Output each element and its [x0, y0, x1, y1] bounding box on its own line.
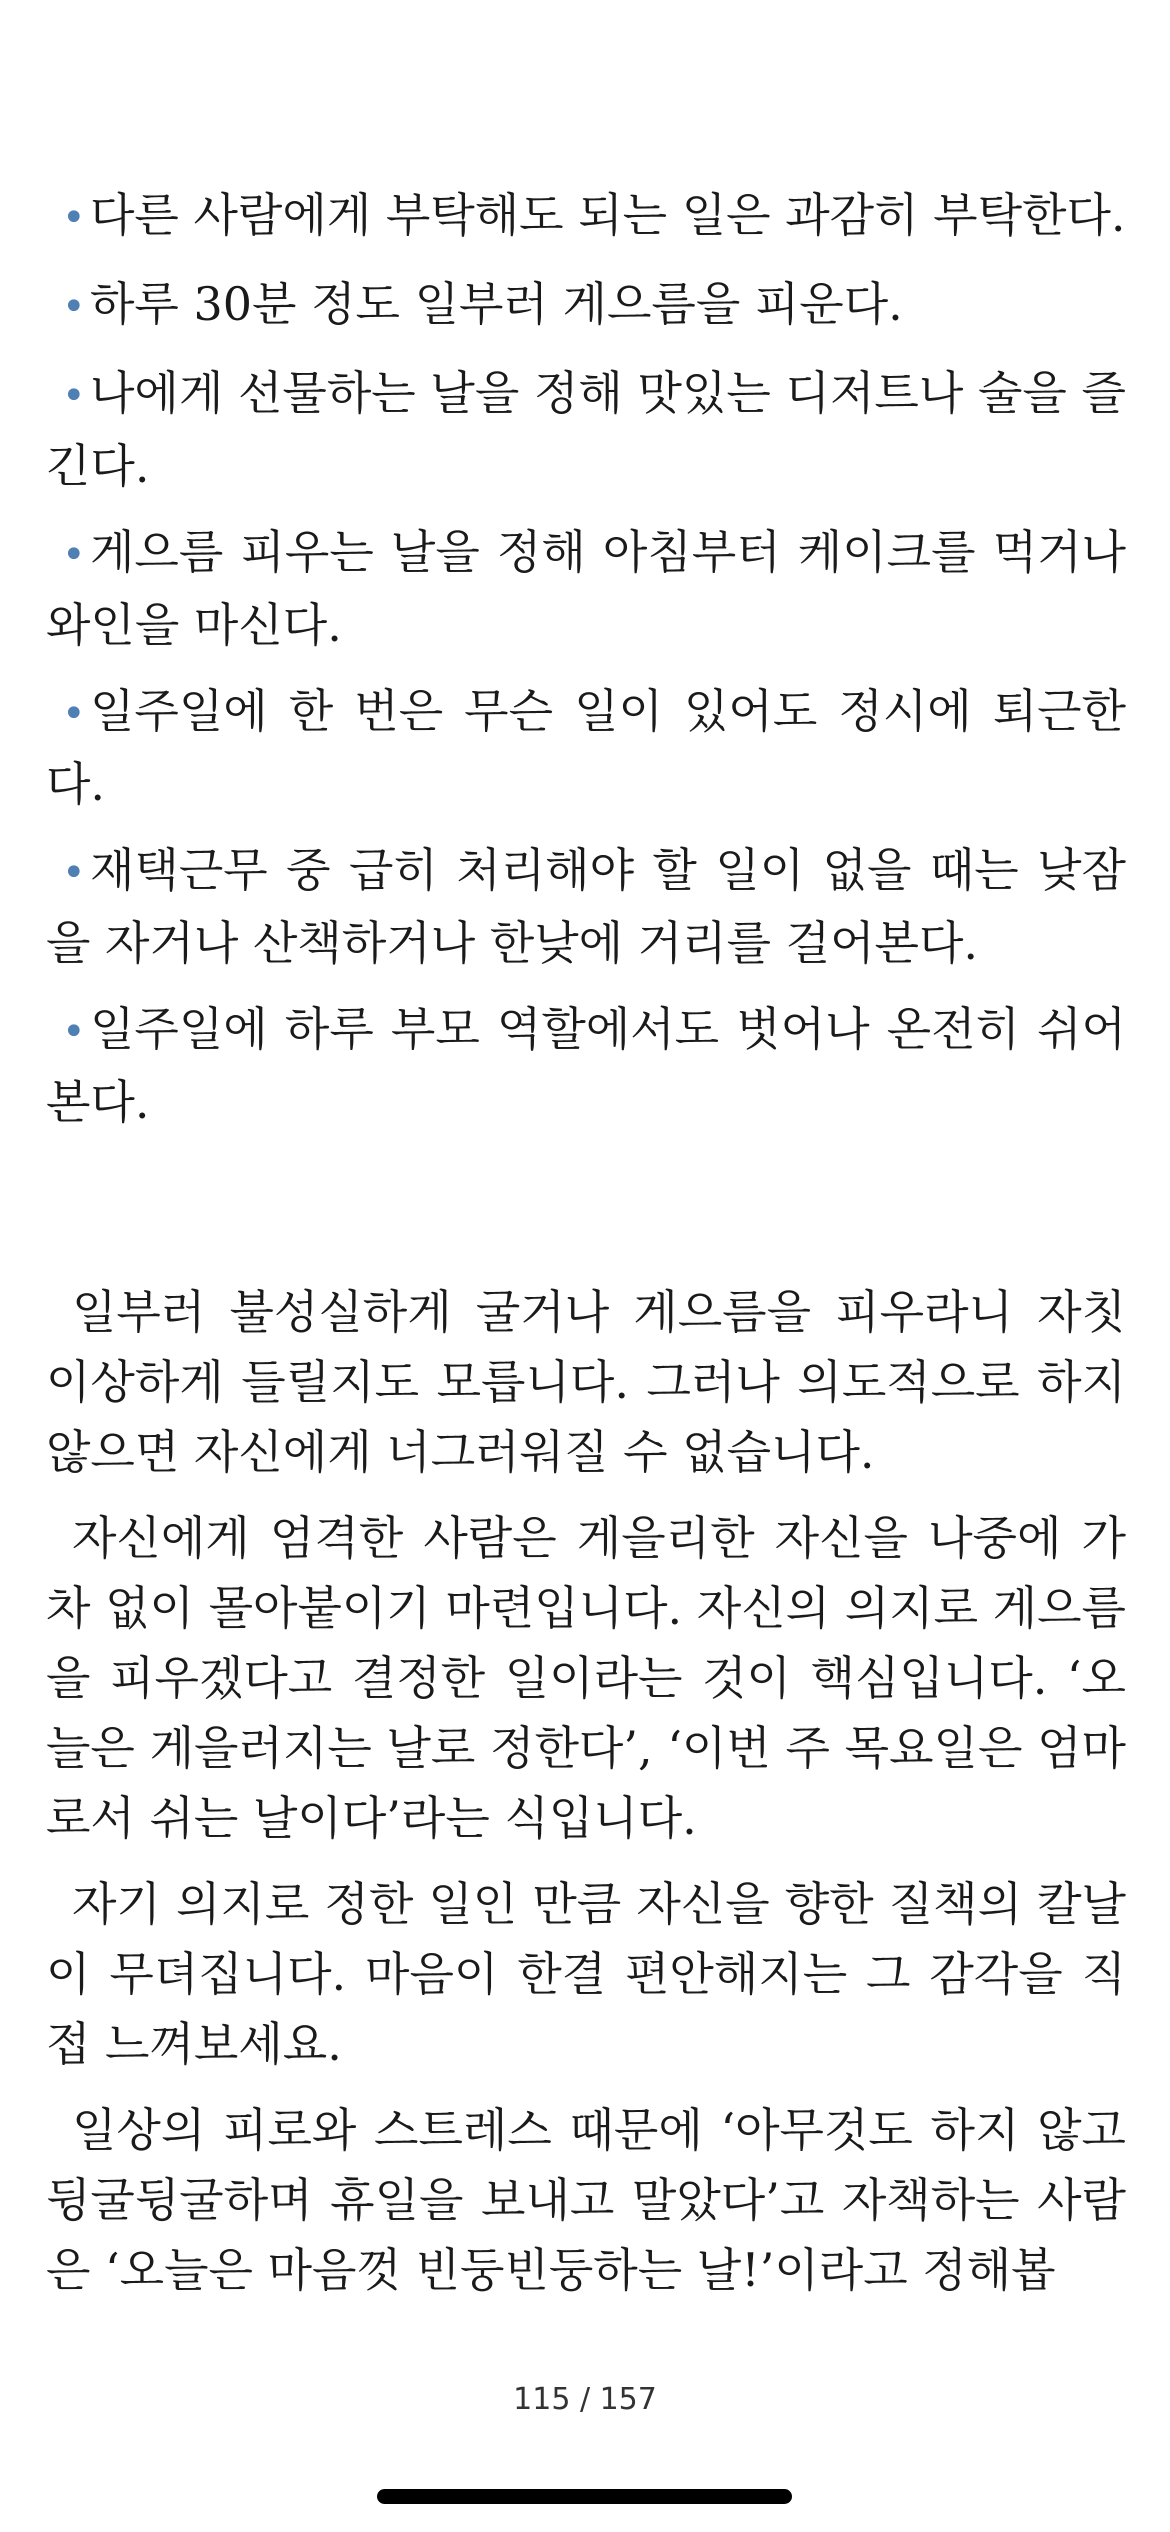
- list-item-text: 재택근무 중 급히 처리해야 할 일이 없을 때는 낮잠을 자거나 산책하거나 한낮에 거리를 걸어본다.: [46, 843, 1126, 970]
- list-item-text: 일주일에 하루 부모 역할에서도 벗어나 온전히 쉬어본다.: [46, 1002, 1126, 1129]
- list-item-text: 나에게 선물하는 날을 정해 맛있는 디저트나 술을 즐긴다.: [46, 366, 1126, 493]
- body-paragraph: 일상의 피로와 스트레스 때문에 ‘아무것도 하지 않고 뒹굴뒹굴하며 휴일을 보내고 말았다’고 자책하는 사람은 ‘오늘은 마음껏 빈둥빈둥하는 날!’이라고 정해봅: [46, 2103, 1126, 2297]
- list-item: [46, 676, 1126, 819]
- list-item-text: 게으름 피우는 날을 정해 아침부터 케이크를 먹거나 와인을 마신다.: [46, 525, 1126, 652]
- list-item-text: 일주일에 한 번은 무슨 일이 있어도 정시에 퇴근한다.: [46, 684, 1126, 811]
- list-item: [46, 358, 1126, 501]
- bullet-icon: •: [62, 195, 86, 241]
- section-spacer: [46, 1153, 1126, 1277]
- bullet-icon: •: [62, 373, 86, 419]
- bullet-icon: •: [62, 850, 86, 896]
- page-indicator: 115 / 157: [513, 2382, 657, 2417]
- list-item: [46, 994, 1126, 1137]
- book-page-content: [46, 180, 1126, 2321]
- body-paragraph: 자신에게 엄격한 사람은 게을리한 자신을 나중에 가차 없이 몰아붙이기 마련입니다. 자신의 의지로 게으름을 피우겠다고 결정한 일이라는 것이 핵심입니다. ‘오늘은 게을러지는 날로 정한다’, ‘이번 주 목요일은 엄마로서 쉬는 날이다’라는 식입니다.: [46, 1511, 1126, 1845]
- list-item-text: 다른 사람에게 부탁해도 되는 일은 과감히 부탁한다.: [90, 188, 1126, 242]
- bullet-icon: •: [62, 691, 86, 737]
- home-indicator[interactable]: [377, 2489, 792, 2504]
- body-paragraph: 일부러 불성실하게 굴거나 게으름을 피우라니 자칫 이상하게 들릴지도 모릅니다. 그러나 의도적으로 하지 않으면 자신에게 너그러워질 수 없습니다.: [46, 1285, 1126, 1479]
- list-item: [46, 517, 1126, 660]
- list-item-text: 하루 30분 정도 일부러 게으름을 피운다.: [90, 277, 903, 331]
- bullet-icon: •: [62, 532, 86, 578]
- bullet-icon: •: [62, 1009, 86, 1055]
- body-paragraph: 자기 의지로 정한 일인 만큼 자신을 향한 질책의 칼날이 무뎌집니다. 마음이 한결 편안해지는 그 감각을 직접 느껴보세요.: [46, 1877, 1126, 2071]
- list-item: [46, 180, 1126, 253]
- bullet-icon: •: [62, 284, 86, 330]
- list-item: [46, 835, 1126, 978]
- list-item: [46, 269, 1126, 342]
